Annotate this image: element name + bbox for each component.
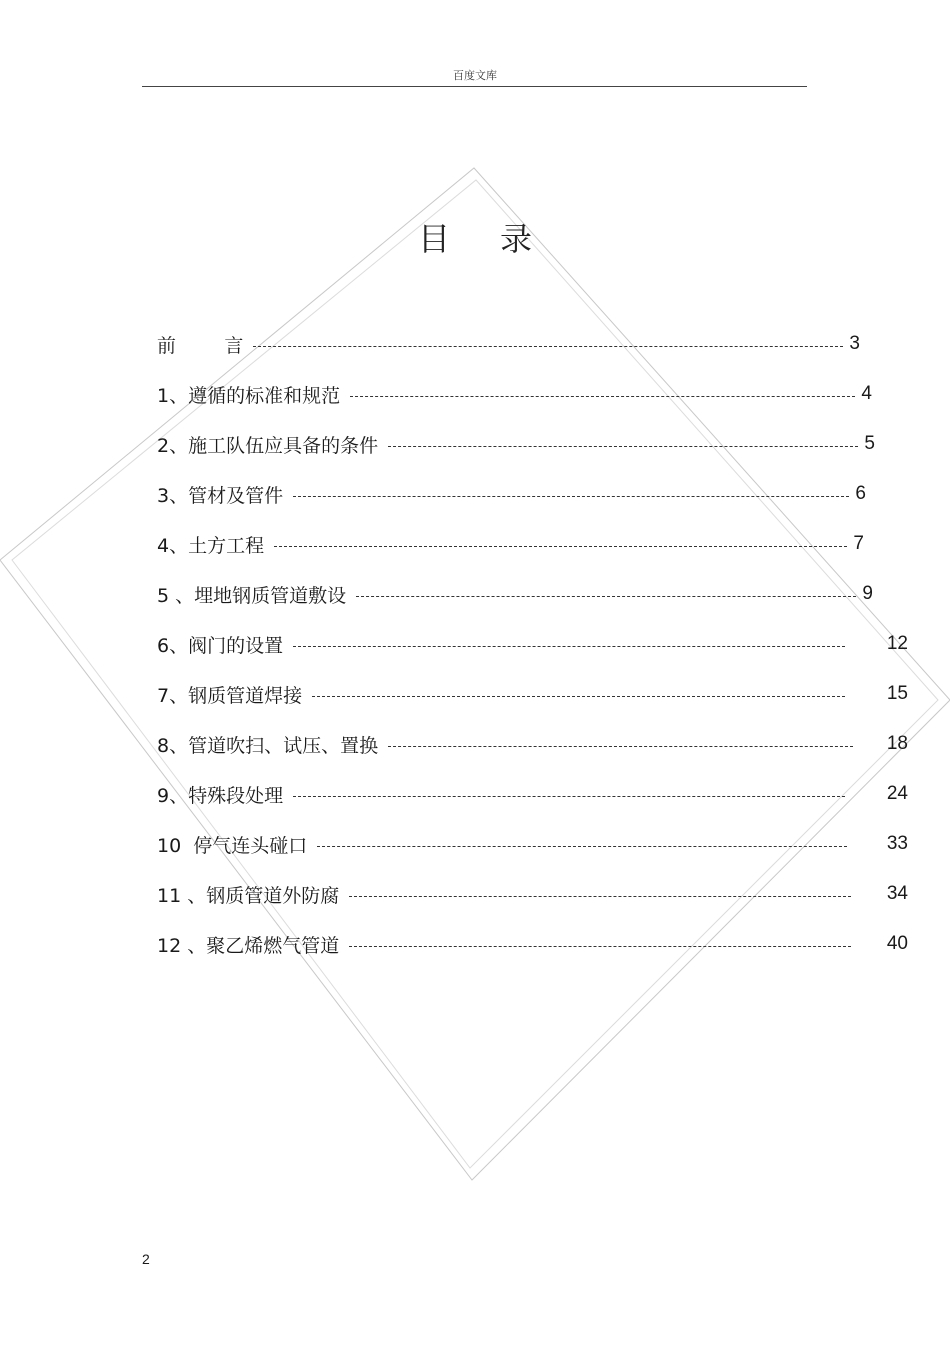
toc-entry-page: 24 xyxy=(886,783,908,804)
toc-entry-label: 7、钢质管道焊接 xyxy=(157,684,303,707)
toc-entry-8[interactable] xyxy=(157,730,908,758)
toc-leader-line xyxy=(293,646,845,647)
toc-entry-label: 1、遵循的标准和规范 xyxy=(157,384,341,407)
toc-entry-7[interactable] xyxy=(157,680,908,708)
toc-entry-label: 12 、聚乙烯燃气管道 xyxy=(157,934,340,957)
toc-leader-line xyxy=(253,346,843,347)
toc-entry-page: 12 xyxy=(886,633,908,654)
toc-entry-page: 34 xyxy=(886,883,908,904)
toc-entry-10[interactable] xyxy=(157,830,908,858)
toc-leader-line xyxy=(349,946,851,947)
toc-entry-page: 6 xyxy=(855,483,866,504)
toc-leader-line xyxy=(356,596,856,597)
toc-entry-page: 4 xyxy=(861,383,872,404)
toc-entry-5[interactable] xyxy=(157,580,873,608)
toc-entry-label: 9、特殊段处理 xyxy=(157,784,284,807)
toc-entry-page: 18 xyxy=(886,733,908,754)
toc-leader-line xyxy=(388,446,858,447)
toc-entry-label: 11 、钢质管道外防腐 xyxy=(157,884,340,907)
toc-entry-preface[interactable] xyxy=(157,330,860,358)
toc-entry-label: 4、土方工程 xyxy=(157,534,265,557)
toc-entry-page: 40 xyxy=(886,933,908,954)
toc-entry-4[interactable] xyxy=(157,530,864,558)
page-title: 目录 xyxy=(417,220,582,258)
toc-entry-page: 3 xyxy=(849,333,860,354)
toc-leader-line xyxy=(349,896,851,897)
toc-entry-page: 7 xyxy=(853,533,864,554)
toc-entry-12[interactable] xyxy=(157,930,908,958)
toc-entry-label: 2、施工队伍应具备的条件 xyxy=(157,434,379,457)
toc-entry-label: 前 言 xyxy=(157,334,244,357)
toc-entry-label: 6、阀门的设置 xyxy=(157,634,284,657)
toc-entry-label: 5 、埋地钢质管道敷设 xyxy=(157,584,347,607)
toc-entry-label: 8、管道吹扫、试压、置换 xyxy=(157,734,379,757)
page-number: 2 xyxy=(142,1251,150,1267)
toc-entry-label: 10 停气连头碰口 xyxy=(157,834,308,857)
toc-entry-3[interactable] xyxy=(157,480,866,508)
toc-entry-6[interactable] xyxy=(157,630,908,658)
toc-entry-2[interactable] xyxy=(157,430,875,458)
toc-leader-line xyxy=(293,496,849,497)
toc-entry-1[interactable] xyxy=(157,380,872,408)
header-divider xyxy=(142,86,807,87)
toc-leader-line xyxy=(293,796,845,797)
header-title: 百度文库 xyxy=(453,69,497,82)
toc-leader-line xyxy=(274,546,847,547)
toc-entry-page: 15 xyxy=(886,683,908,704)
toc-leader-line xyxy=(388,746,853,747)
toc-entry-9[interactable] xyxy=(157,780,908,808)
toc-entry-11[interactable] xyxy=(157,880,908,908)
toc-entry-page: 33 xyxy=(886,833,908,854)
toc-entry-label: 3、管材及管件 xyxy=(157,484,284,507)
toc-leader-line xyxy=(350,396,855,397)
toc-entry-page: 5 xyxy=(864,433,875,454)
toc-leader-line xyxy=(312,696,845,697)
toc-leader-line xyxy=(317,846,847,847)
toc-entry-page: 9 xyxy=(862,583,873,604)
